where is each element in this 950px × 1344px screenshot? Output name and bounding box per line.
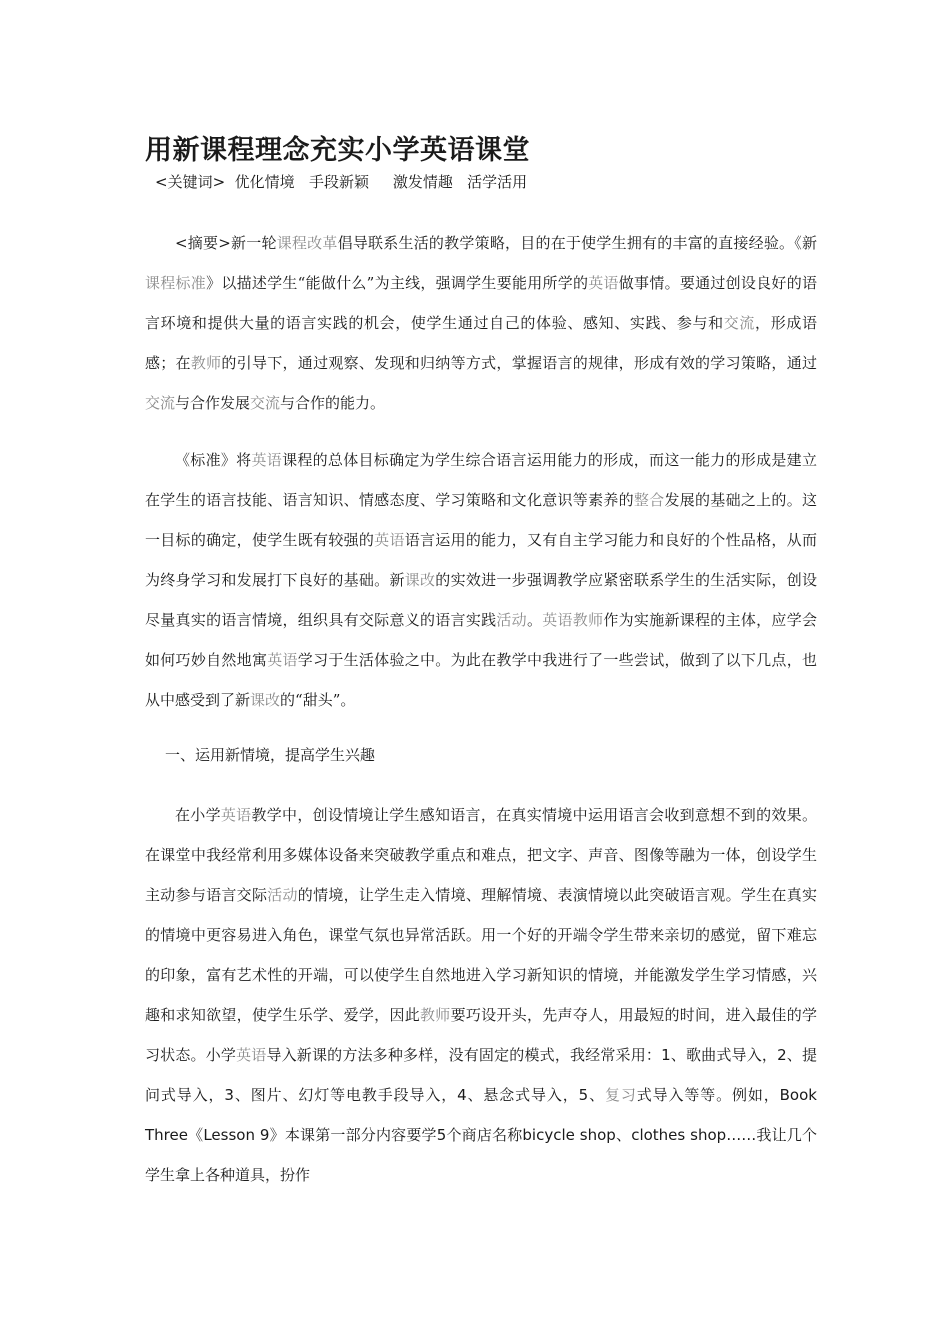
text-run: 、图片、幻灯等电教手段导入， [233, 1086, 458, 1104]
text-run: 个商店名称 [446, 1126, 523, 1144]
text-run: 、悬念式导入， [466, 1086, 579, 1104]
keyword-link[interactable]: 整合 [633, 491, 665, 509]
keyword-link[interactable]: 交流 [250, 394, 281, 412]
body-paragraph-standard [145, 440, 817, 720]
keyword-link[interactable]: 英语 [236, 1046, 267, 1064]
text-run: 倡导联系生活的教学策略，目的在于使学生拥有的丰富的直接经验。《新 [337, 234, 817, 252]
text-run: 、歌曲式导入， [670, 1046, 778, 1064]
text-run: 发展的基础之上的。这一目标的确定，使学生既有较强的 [145, 491, 817, 549]
text-run: 的实效进一步强调教学应紧密联系学生的生活实际，创设尽量真实的语言情境，组织具有交际意义的语言实践 [145, 571, 817, 629]
keyword-link[interactable]: 英语 [251, 451, 283, 469]
keyword-link[interactable]: 活动 [496, 611, 527, 629]
keyword-link[interactable]: 交流 [723, 314, 756, 332]
text-run: 作为实施新课程的主体，应学会如何巧妙自然地寓 [145, 611, 817, 669]
text-run: 、 [615, 1126, 632, 1144]
keyword-link[interactable]: 交流 [145, 394, 176, 412]
text-run: 与合作发展 [175, 394, 251, 412]
text-run-latin: 1 [661, 1046, 671, 1064]
text-run: 的引导下，通过观察、发现和归纳等方式，掌握语言的规律，形成有效的学习策略，通过 [221, 354, 817, 372]
text-run-latin: 3 [224, 1086, 234, 1104]
text-run: 学习于生活体验之中。为此在教学中我进行了一些尝试，做到了以下几点，也从中感受到了新 [145, 651, 817, 709]
body-paragraph-situation [145, 795, 817, 1195]
text-run: 与合作的能力。 [280, 394, 386, 412]
keyword-link[interactable]: 教师 [190, 354, 222, 372]
text-run-latin: bicycle shop [522, 1126, 616, 1144]
text-run-latin: 5 [436, 1126, 447, 1144]
keyword-link[interactable]: 教师 [420, 1006, 451, 1024]
text-run: 式导入等等。例如， [636, 1086, 780, 1104]
keyword-link[interactable]: 英语教师 [542, 611, 604, 629]
text-run: 语言运用的能力，又有自主学习能力和良好的个性品格，从而为终身学习和发展打下良好的基础。新 [145, 531, 817, 589]
text-run: 。 [526, 611, 543, 629]
text-run: ，形成语感；在 [145, 314, 817, 372]
text-run: 做事情。要通过创设良好的语言环境和提供大量的语言实践的机会，使学生通过自己的体验、感知、实践、参与和 [145, 274, 817, 332]
text-run-latin: 5 [578, 1086, 589, 1104]
text-run-latin: clothes shop…… [631, 1126, 757, 1144]
keywords-line: <关键词> 优化情境 手段新颖 激发情趣 活学活用 [155, 173, 528, 191]
keyword-link[interactable]: 课程改革 [276, 234, 338, 252]
text-run: 的情境，让学生走入情境、理解情境、表演情境以此突破语言观。学生在真实的情境中更容易进入角色，课堂气氛也异常活跃。用一个好的开端令学生带来亲切的感觉，留下难忘的印象，富有艺术性的开端，可以使学生自然地进入学习新知识的情境，并能激发学生学习情感，兴趣和求知欲望，使学生乐学、爱学，因此 [145, 886, 817, 1024]
keyword-link[interactable]: 英语 [267, 651, 298, 669]
text-run-latin: 4 [457, 1086, 467, 1104]
keyword-link[interactable]: 课改 [250, 691, 281, 709]
document-title: 用新课程理念充实小学英语课堂 [145, 135, 530, 166]
text-run: 导入新课的方法多种多样，没有固定的模式，我经常采用： [266, 1046, 662, 1064]
text-run-latin: 2 [777, 1046, 787, 1064]
text-run: 》本课第一部分内容要学 [269, 1126, 437, 1144]
text-run: 教学中，创设情境让学生感知语言，在真实情境中运用语言会收到意想不到的效果。在课堂中我经常利用多媒体设备来突破教学重点和难点，把文字、声音、图像等融为一体，创设学生主动参与语言交际 [145, 806, 817, 904]
text-run: 课程的总体目标确定为学生综合语言运用能力的形成，而这一能力的形成是建立在学生的语言技能、语言知识、情感态度、学习策略和文化意识等素养的 [145, 451, 817, 509]
abstract-paragraph [145, 223, 817, 423]
text-run: 《标准》将 [175, 451, 252, 469]
keyword-link[interactable]: 英语 [374, 531, 405, 549]
text-run: 《 [187, 1126, 204, 1144]
text-run: 在小学 [175, 806, 221, 824]
keyword-link[interactable]: 活动 [267, 886, 298, 904]
text-run: 要巧设开头，先声夺人，用最短的时间，进入最佳的学习状态。小学 [145, 1006, 817, 1064]
keyword-link[interactable]: 英语 [588, 274, 619, 292]
text-run: 、提问式导入， [145, 1046, 817, 1104]
section-heading: 一、运用新情境，提高学生兴趣 [165, 746, 376, 764]
text-run: 、 [588, 1086, 605, 1104]
keyword-link[interactable]: 英语 [220, 806, 252, 824]
text-run: <摘要>新一轮 [175, 234, 277, 252]
text-run-latin: Lesson 9 [203, 1126, 270, 1144]
text-run: 》以描述学生“能做什么”为主线，强调学生要能用所学的 [206, 274, 589, 292]
keyword-link[interactable]: 课程标准 [145, 274, 207, 292]
text-run: 的“甜头”。 [280, 691, 356, 709]
text-run: 我让几个学生拿上各种道具，扮作 [145, 1126, 817, 1184]
keyword-link[interactable]: 课改 [404, 571, 436, 589]
keyword-link[interactable]: 复习 [604, 1086, 637, 1104]
text-run-latin: Book Three [145, 1086, 817, 1144]
